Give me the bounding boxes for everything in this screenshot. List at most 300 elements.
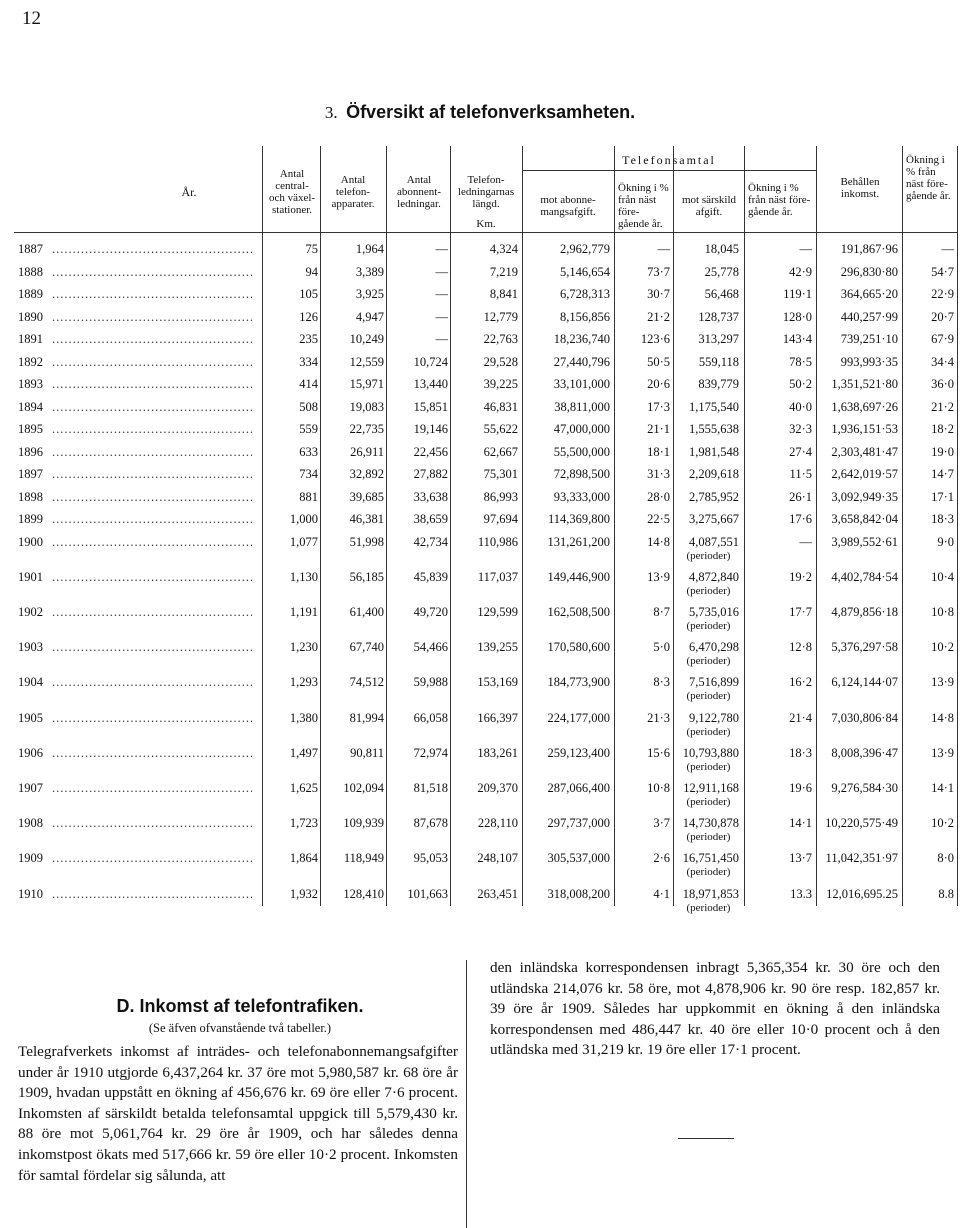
- cell-apparatus: 67,740: [349, 640, 384, 655]
- cell-central: 334: [299, 354, 318, 369]
- cell-inc-sub: 18·1: [647, 444, 670, 459]
- cell-year: 1902: [18, 604, 43, 619]
- cell-calls-special: 12,911,168: [683, 780, 739, 795]
- cell-inc-special: 50·2: [789, 377, 812, 391]
- cell-subscriber-lines: 49,720: [413, 604, 448, 619]
- leader-dots: [52, 535, 252, 550]
- cell-revenue: 1,638,697·26: [831, 399, 898, 414]
- cell-note-perioder: (perioder): [686, 655, 731, 668]
- cell-calls-sub: 162,508,500: [547, 604, 610, 619]
- cell-apparatus: 56,185: [349, 569, 384, 584]
- cell-length: 39,225: [483, 377, 518, 391]
- cell-subscriber-lines: 72,974: [413, 745, 448, 760]
- table-row: [14, 310, 958, 332]
- cell-calls-sub: 5,146,654: [560, 264, 610, 279]
- cell-central: 1,932: [289, 886, 318, 901]
- page-number: 12: [22, 8, 41, 29]
- cell-inc-special: 18·3: [789, 745, 812, 760]
- table-row: [14, 467, 958, 489]
- header-line-length-unit: Km.: [476, 218, 496, 230]
- cell-apparatus: 51,998: [349, 534, 384, 549]
- cell-central: 1,130: [289, 569, 318, 584]
- leader-dots: [52, 605, 252, 620]
- leader-dots: [52, 887, 252, 902]
- leader-dots: [52, 851, 252, 866]
- table-row: [14, 780, 958, 808]
- cell-length: 209,370: [477, 780, 518, 795]
- cell-inc-revenue: 13·9: [931, 745, 954, 760]
- leader-dots: [52, 445, 252, 460]
- cell-year: 1909: [18, 851, 43, 866]
- cell-inc-revenue: 13·9: [931, 675, 954, 690]
- cell-subscriber-lines: —: [435, 332, 448, 346]
- table-row: [14, 569, 958, 597]
- cell-length: 139,255: [477, 640, 518, 655]
- cell-inc-revenue: 14·7: [931, 467, 954, 481]
- cell-inc-sub: 123·6: [640, 332, 670, 346]
- cell-year: 1894: [18, 399, 43, 414]
- cell-length: 4,324: [489, 242, 518, 256]
- section-end-rule: [678, 1138, 734, 1139]
- cell-subscriber-lines: 45,839: [413, 569, 448, 584]
- cell-year: 1892: [18, 354, 43, 369]
- header-central: Antal central- och växel- stationer.: [268, 168, 316, 216]
- cell-calls-special: 9,122,780: [689, 710, 739, 725]
- cell-revenue: 1,936,151·53: [831, 422, 898, 436]
- cell-inc-sub: 21·1: [647, 422, 670, 436]
- cell-inc-sub: 5·0: [653, 640, 670, 655]
- header-increase-special: Ökning i % från näst före- gående år.: [748, 182, 811, 218]
- cell-apparatus: 3,925: [355, 287, 384, 301]
- leader-dots: [52, 287, 252, 302]
- cell-apparatus: 90,811: [350, 745, 384, 760]
- cell-apparatus: 3,389: [355, 264, 384, 279]
- cell-inc-special: 128·0: [782, 309, 812, 324]
- table-row: [14, 745, 958, 773]
- leader-dots: [52, 377, 252, 392]
- cell-length: 75,301: [483, 467, 518, 481]
- cell-subscriber-lines: —: [435, 309, 448, 324]
- leader-dots: [52, 711, 252, 726]
- cell-note-perioder: (perioder): [686, 795, 731, 808]
- cell-subscriber-lines: 66,058: [413, 710, 448, 725]
- cell-apparatus: 46,381: [349, 512, 384, 526]
- section-d-subheading: (Se äfven ofvanstående två tabeller.): [148, 1021, 332, 1035]
- cell-year: 1887: [18, 242, 43, 256]
- cell-central: 1,625: [289, 780, 318, 795]
- cell-year: 1896: [18, 444, 43, 459]
- leader-dots: [52, 265, 252, 280]
- cell-subscriber-lines: 59,988: [413, 675, 448, 690]
- cell-calls-sub: 38,811,000: [554, 399, 610, 414]
- cell-length: 46,831: [483, 399, 518, 414]
- cell-subscriber-lines: 95,053: [413, 851, 448, 866]
- cell-length: 62,667: [483, 444, 518, 459]
- cell-apparatus: 10,249: [349, 332, 384, 346]
- header-calls-special: mot särskild afgift.: [681, 194, 737, 218]
- cell-note-perioder: (perioder): [686, 690, 731, 703]
- cell-revenue: 440,257·99: [840, 309, 898, 324]
- cell-calls-sub: 33,101,000: [553, 377, 610, 391]
- cell-length: 8,841: [489, 287, 518, 301]
- cell-inc-special: 19·2: [789, 569, 812, 584]
- cell-length: 22,763: [483, 332, 518, 346]
- cell-inc-sub: 20·6: [647, 377, 670, 391]
- leader-dots: [52, 640, 252, 655]
- cell-revenue: 7,030,806·84: [831, 710, 898, 725]
- cell-central: 414: [299, 377, 318, 391]
- cell-central: 126: [299, 309, 318, 324]
- cell-year: 1900: [18, 534, 43, 549]
- cell-apparatus: 109,939: [343, 816, 384, 831]
- header-subscriber-lines: Antal abonnent- ledningar.: [397, 174, 441, 210]
- cell-calls-special: 4,087,551: [689, 534, 739, 549]
- cell-inc-special: 143·4: [782, 332, 812, 346]
- cell-calls-sub: 287,066,400: [547, 780, 610, 795]
- cell-inc-special: 16·2: [789, 675, 812, 690]
- cell-inc-revenue: 34·4: [931, 354, 954, 369]
- cell-central: 1,380: [289, 710, 318, 725]
- cell-inc-revenue: 21·2: [931, 399, 954, 414]
- cell-inc-sub: 4·1: [653, 886, 670, 901]
- cell-apparatus: 61,400: [349, 604, 384, 619]
- cell-inc-sub: 14·8: [647, 534, 670, 549]
- cell-note-perioder: (perioder): [686, 901, 731, 914]
- cell-calls-special: 1,981,548: [689, 444, 739, 459]
- cell-revenue: 5,376,297·58: [831, 640, 898, 655]
- cell-inc-special: 12·8: [789, 640, 812, 655]
- cell-apparatus: 22,735: [349, 422, 384, 436]
- cell-inc-revenue: 8.8: [938, 886, 954, 901]
- cell-inc-sub: 30·7: [647, 287, 670, 301]
- cell-inc-special: 119·1: [783, 287, 812, 301]
- cell-year: 1893: [18, 377, 43, 391]
- header-increase-revenue: Ökning i % från näst före- gående år.: [906, 154, 951, 202]
- cell-inc-revenue: 20·7: [931, 309, 954, 324]
- table-row: [14, 816, 958, 844]
- cell-central: 734: [299, 467, 318, 481]
- cell-central: 559: [299, 422, 318, 436]
- cell-calls-special: 1,175,540: [689, 399, 739, 414]
- cell-subscriber-lines: 42,734: [413, 534, 448, 549]
- header-revenue: Behållen inkomst.: [840, 176, 880, 200]
- cell-year: 1908: [18, 816, 43, 831]
- table-row: [14, 422, 958, 444]
- cell-year: 1891: [18, 332, 43, 346]
- cell-inc-special: 17·6: [789, 512, 812, 526]
- cell-apparatus: 15,971: [349, 377, 384, 391]
- cell-calls-sub: 27,440,796: [553, 354, 610, 369]
- cell-apparatus: 102,094: [343, 780, 384, 795]
- cell-revenue: 10,220,575·49: [825, 816, 898, 831]
- cell-calls-sub: 8,156,856: [560, 309, 610, 324]
- cell-inc-special: 17·7: [789, 604, 812, 619]
- cell-apparatus: 12,559: [349, 354, 384, 369]
- cell-length: 110,986: [477, 534, 518, 549]
- cell-length: 86,993: [483, 489, 518, 504]
- cell-subscriber-lines: 101,663: [407, 886, 448, 901]
- cell-year: 1897: [18, 467, 43, 481]
- table-row: [14, 851, 958, 879]
- cell-inc-sub: 73·7: [647, 264, 670, 279]
- cell-revenue: 2,303,481·47: [831, 444, 898, 459]
- cell-revenue: 993,993·35: [840, 354, 898, 369]
- table-row: [14, 377, 958, 399]
- cell-inc-revenue: 36·0: [931, 377, 954, 391]
- cell-inc-special: 32·3: [789, 422, 812, 436]
- cell-inc-special: 21·4: [789, 710, 812, 725]
- cell-revenue: 739,251·10: [840, 332, 898, 346]
- cell-calls-sub: 47,000,000: [553, 422, 610, 436]
- cell-inc-sub: 15·6: [647, 745, 670, 760]
- header-calls-subscription: mot abonne- mangsafgift.: [540, 194, 596, 218]
- cell-revenue: 4,879,856·18: [831, 604, 898, 619]
- cell-subscriber-lines: 10,724: [413, 354, 448, 369]
- cell-revenue: 364,665·20: [840, 287, 898, 301]
- cell-year: 1901: [18, 569, 43, 584]
- leader-dots: [52, 746, 252, 761]
- cell-revenue: 4,402,784·54: [831, 569, 898, 584]
- cell-calls-sub: 131,261,200: [547, 534, 610, 549]
- telephone-statistics-table: [14, 146, 958, 914]
- cell-calls-sub: 170,580,600: [547, 640, 610, 655]
- cell-inc-special: 19·6: [789, 780, 812, 795]
- cell-note-perioder: (perioder): [686, 866, 731, 879]
- cell-apparatus: 39,685: [349, 489, 384, 504]
- cell-inc-special: 27·4: [789, 444, 812, 459]
- leader-dots: [52, 467, 252, 482]
- cell-note-perioder: (perioder): [686, 549, 731, 562]
- cell-calls-sub: 93,333,000: [553, 489, 610, 504]
- cell-length: 12,779: [483, 309, 518, 324]
- table-row: [14, 640, 958, 668]
- cell-calls-special: 18,971,853: [682, 886, 739, 901]
- header-line-length: Telefon- ledningarnas längd.: [457, 174, 515, 210]
- cell-calls-special: 7,516,899: [689, 675, 739, 690]
- table-row: [14, 355, 958, 377]
- cell-subscriber-lines: 22,456: [413, 444, 448, 459]
- cell-inc-sub: 2·6: [653, 851, 670, 866]
- cell-calls-special: 25,778: [704, 264, 739, 279]
- section-d-paragraph-left: Telegrafverkets inkomst af inträdes- och telefonabonnemangsafgifter under år 1910 utgjorde 6,437,264 kr. 37 öre mot 5,980,587 kr. 68 öre år 1909, hvadan uppstått en ökning af 456,676 kr. 69 öre eller 7·6 procent. Inkomsten af särskildt betalda telefonsamtal uppgick till 5,579,430 kr. 88 öre mot 5,061,764 kr. 29 öre år 1909, och har således denna inkomstpost ökats med 517,666 kr. 59 öre eller 10·2 procent. Inkomsten för samtal fördelar sig sålunda, att: [18, 1043, 458, 1184]
- cell-central: 508: [299, 399, 318, 414]
- cell-central: 1,191: [289, 604, 318, 619]
- header-increase-subscription: Ökning i % från näst före- gående år.: [618, 182, 669, 230]
- cell-revenue: 3,989,552·61: [831, 534, 898, 549]
- cell-subscriber-lines: —: [435, 242, 448, 256]
- cell-note-perioder: (perioder): [686, 619, 731, 632]
- leader-dots: [52, 675, 252, 690]
- section-number: 3.: [324, 103, 338, 122]
- cell-calls-special: 1,555,638: [689, 422, 739, 436]
- cell-calls-sub: 6,728,313: [560, 287, 610, 301]
- cell-year: 1903: [18, 640, 43, 655]
- cell-central: 1,230: [289, 640, 318, 655]
- leader-dots: [52, 422, 252, 437]
- cell-year: 1907: [18, 780, 43, 795]
- table-row: [14, 332, 958, 354]
- table-row: [14, 710, 958, 738]
- cell-central: 1,077: [289, 534, 318, 549]
- cell-calls-special: 18,045: [704, 242, 739, 256]
- section-d-paragraph-right: den inländska korrespondensen inbragt 5,365,354 kr. 30 öre och den utländska 214,076 kr. 58 öre, mot 4,878,906 kr. 90 öre resp. 182,857 kr. 39 öre år 1909. Således har uppkommit en ökning å den inländska korrespondensen med 486,447 kr. 40 öre eller 10·0 procent och å den utländska med 31,219 kr. 19 öre eller 17·1 procent.: [490, 959, 940, 1059]
- cell-revenue: 12,016,695.25: [826, 886, 898, 901]
- cell-calls-special: 839,779: [698, 377, 739, 391]
- cell-calls-special: 6,470,298: [689, 640, 739, 655]
- cell-length: 153,169: [477, 675, 518, 690]
- cell-calls-special: 56,468: [704, 287, 739, 301]
- cell-length: 29,528: [483, 354, 518, 369]
- cell-year: 1895: [18, 422, 43, 436]
- leader-dots: [52, 355, 252, 370]
- cell-length: 166,397: [477, 710, 518, 725]
- cell-calls-special: 16,751,450: [682, 851, 739, 866]
- cell-calls-special: 2,785,952: [689, 489, 739, 504]
- cell-calls-sub: 18,236,740: [553, 332, 610, 346]
- table-row: [14, 287, 958, 309]
- cell-apparatus: 74,512: [349, 675, 384, 690]
- cell-note-perioder: (perioder): [686, 760, 731, 773]
- cell-inc-revenue: 22·9: [931, 287, 954, 301]
- cell-inc-special: 78·5: [789, 354, 812, 369]
- cell-inc-special: 42·9: [789, 264, 812, 279]
- cell-inc-special: 40·0: [789, 399, 812, 414]
- cell-inc-special: 13.3: [790, 886, 812, 901]
- cell-inc-revenue: 14·1: [931, 780, 954, 795]
- cell-year: 1890: [18, 309, 43, 324]
- cell-inc-revenue: 8·0: [937, 851, 954, 866]
- cell-length: 7,219: [489, 264, 518, 279]
- cell-inc-sub: 31·3: [647, 467, 670, 481]
- cell-length: 263,451: [477, 886, 518, 901]
- cell-calls-special: 313,297: [698, 332, 739, 346]
- cell-inc-sub: —: [657, 242, 670, 256]
- cell-calls-special: 128,737: [698, 309, 739, 324]
- cell-inc-revenue: 10·8: [931, 604, 954, 619]
- cell-inc-sub: 28·0: [647, 489, 670, 504]
- cell-calls-special: 10,793,880: [682, 745, 739, 760]
- cell-inc-special: 11·5: [789, 467, 812, 481]
- cell-inc-sub: 10·8: [647, 780, 670, 795]
- cell-subscriber-lines: 27,882: [413, 467, 448, 481]
- cell-revenue: 6,124,144·07: [831, 675, 898, 690]
- cell-calls-sub: 55,500,000: [553, 444, 610, 459]
- cell-apparatus: 81,994: [349, 710, 384, 725]
- cell-central: 1,864: [289, 851, 318, 866]
- cell-year: 1904: [18, 675, 43, 690]
- cell-inc-revenue: 54·7: [931, 264, 954, 279]
- cell-central: 75: [305, 242, 318, 256]
- leader-dots: [52, 816, 252, 831]
- cell-inc-sub: 8·3: [653, 675, 670, 690]
- cell-calls-sub: 318,008,200: [547, 886, 610, 901]
- cell-subscriber-lines: 81,518: [413, 780, 448, 795]
- cell-subscriber-lines: 87,678: [413, 816, 448, 831]
- cell-inc-revenue: 10·4: [931, 569, 954, 584]
- cell-calls-sub: 224,177,000: [547, 710, 610, 725]
- cell-subscriber-lines: —: [435, 264, 448, 279]
- cell-subscriber-lines: 38,659: [413, 512, 448, 526]
- cell-revenue: 3,658,842·04: [831, 512, 898, 526]
- cell-apparatus: 1,964: [355, 242, 384, 256]
- cell-inc-sub: 21·2: [647, 309, 670, 324]
- cell-revenue: 1,351,521·80: [831, 377, 898, 391]
- cell-year: 1906: [18, 745, 43, 760]
- cell-calls-special: 3,275,667: [689, 512, 739, 526]
- cell-inc-revenue: —: [941, 242, 954, 256]
- leader-dots: [52, 242, 252, 257]
- cell-inc-revenue: 10·2: [931, 640, 954, 655]
- table-row: [14, 265, 958, 287]
- cell-inc-sub: 50·5: [647, 354, 670, 369]
- table-row: [14, 242, 958, 264]
- cell-apparatus: 19,083: [349, 399, 384, 414]
- cell-calls-special: 14,730,878: [682, 816, 739, 831]
- table-row: [14, 490, 958, 512]
- cell-inc-revenue: 18·3: [931, 512, 954, 526]
- cell-calls-special: 4,872,840: [689, 569, 739, 584]
- cell-revenue: 11,042,351·97: [825, 851, 898, 866]
- cell-central: 1,723: [289, 816, 318, 831]
- cell-subscriber-lines: 15,851: [413, 399, 448, 414]
- leader-dots: [52, 490, 252, 505]
- cell-year: 1888: [18, 264, 43, 279]
- cell-length: 97,694: [483, 512, 518, 526]
- cell-central: 235: [299, 332, 318, 346]
- cell-length: 129,599: [477, 604, 518, 619]
- cell-apparatus: 128,410: [343, 886, 384, 901]
- cell-calls-sub: 72,898,500: [553, 467, 610, 481]
- cell-inc-sub: 8·7: [653, 604, 670, 619]
- cell-inc-special: —: [799, 242, 812, 256]
- cell-central: 1,293: [289, 675, 318, 690]
- header-calls-group: Telefonsamtal: [622, 153, 716, 167]
- header-apparatus: Antal telefon- apparater.: [331, 174, 375, 210]
- cell-inc-revenue: 10·2: [931, 816, 954, 831]
- cell-inc-sub: 3·7: [653, 816, 670, 831]
- cell-central: 1,000: [289, 512, 318, 526]
- cell-inc-revenue: 17·1: [931, 489, 954, 504]
- table-row: [14, 400, 958, 422]
- cell-calls-sub: 259,123,400: [547, 745, 610, 760]
- cell-subscriber-lines: 19,146: [413, 422, 448, 436]
- cell-length: 228,110: [477, 816, 518, 831]
- cell-calls-sub: 114,369,800: [547, 512, 610, 526]
- table-row: [14, 604, 958, 632]
- cell-central: 633: [299, 444, 318, 459]
- cell-subscriber-lines: 54,466: [413, 640, 448, 655]
- cell-calls-special: 2,209,618: [689, 467, 739, 481]
- header-year: År.: [181, 185, 197, 199]
- cell-inc-revenue: 67·9: [931, 332, 954, 346]
- leader-dots: [52, 332, 252, 347]
- cell-length: 117,037: [477, 569, 518, 584]
- cell-revenue: 9,276,584·30: [831, 780, 898, 795]
- cell-central: 105: [299, 287, 318, 301]
- cell-subscriber-lines: 33,638: [413, 489, 448, 504]
- cell-note-perioder: (perioder): [686, 725, 731, 738]
- cell-calls-sub: 305,537,000: [547, 851, 610, 866]
- cell-inc-special: —: [799, 534, 812, 549]
- cell-apparatus: 118,949: [343, 851, 384, 866]
- cell-inc-revenue: 14·8: [931, 710, 954, 725]
- cell-year: 1910: [18, 886, 43, 901]
- cell-subscriber-lines: —: [435, 287, 448, 301]
- cell-apparatus: 32,892: [349, 467, 384, 481]
- cell-calls-sub: 149,446,900: [547, 569, 610, 584]
- cell-revenue: 296,830·80: [840, 264, 898, 279]
- cell-apparatus: 26,911: [350, 444, 384, 459]
